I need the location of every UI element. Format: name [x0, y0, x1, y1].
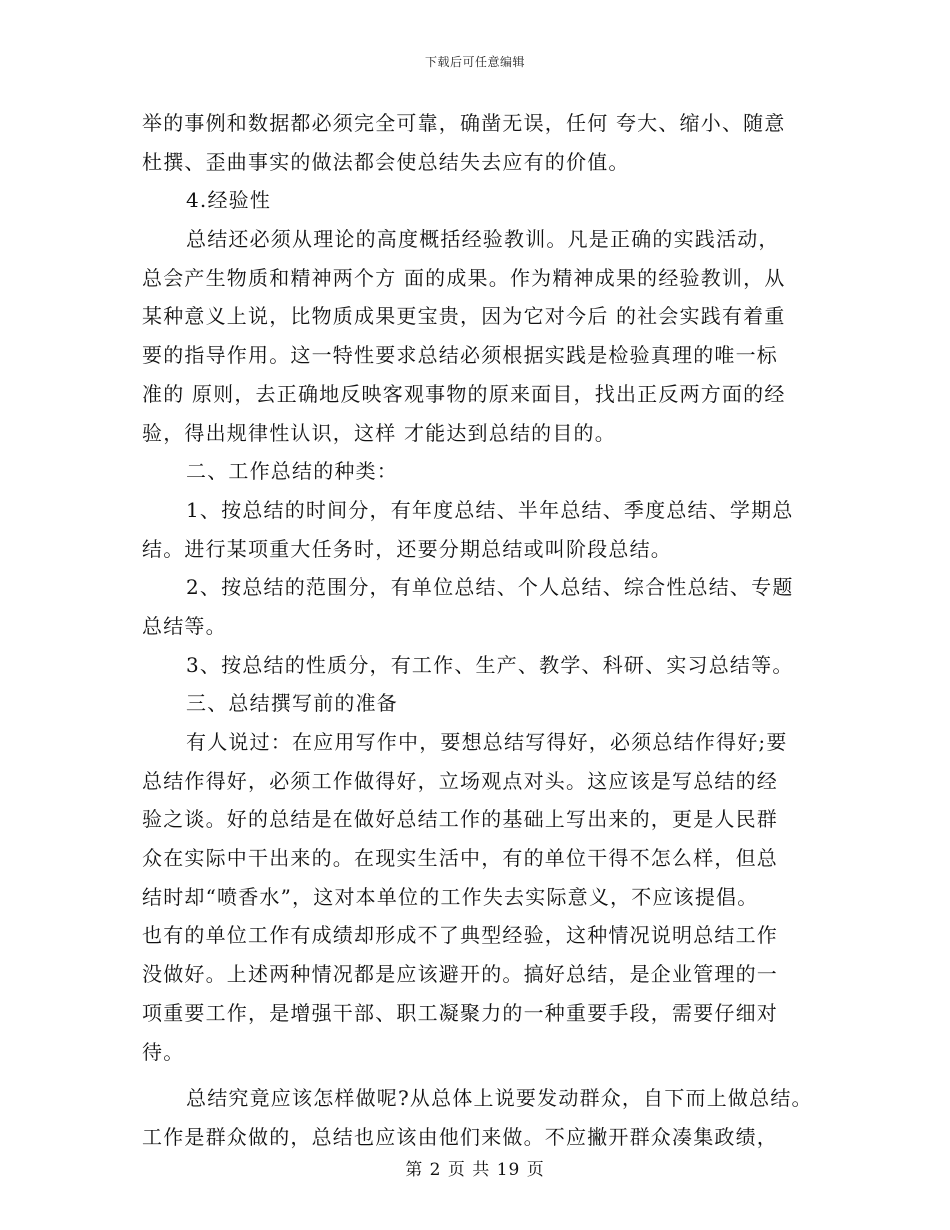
section-heading: 三、总结撰写前的准备 — [186, 691, 398, 716]
text-line: 众在实际中干出来的。在现实生活中，有的单位干得不怎么样，但总 — [142, 846, 778, 871]
text-line: 1、按总结的时间分，有年度总结、半年总结、季度总结、学期总 — [186, 497, 794, 522]
text-line: 举的事例和数据都必须完全可靠，确凿无误，任何 夸大、缩小、随意 — [142, 111, 786, 135]
document-body — [142, 104, 814, 1157]
text-line: 没做好。上述两种情况都是应该避开的。搞好总结，是企业管理的一 — [142, 962, 778, 987]
text-line: 总结作得好，必须工作做得好，立场观点对头。这应该是写总结的经 — [142, 768, 778, 793]
text-line: 某种意义上说，比物质成果更宝贵，因为它对今后 的社会实践有着重 — [142, 304, 786, 329]
text-line: 验，得出规律性认识，这样 才能达到总结的目的。 — [142, 420, 616, 445]
section-heading: 二、工作总结的种类： — [186, 459, 398, 484]
text-line: 总结还必须从理论的高度概括经验教训。凡是正确的实践活动， — [186, 227, 780, 252]
text-line: 要的指导作用。这一特性要求总结必须根据实践是检验真理的唯一标 — [142, 343, 778, 368]
section-heading: 4.经验性 — [186, 188, 272, 213]
text-line: 工作是群众做的，总结也应该由他们来做。不应撇开群众凑集政绩， — [142, 1124, 778, 1149]
text-line: 杜撰、歪曲事实的做法都会使总结失去应有的价值。 — [142, 149, 630, 174]
text-line: 待。 — [142, 1039, 185, 1064]
text-line: 总会产生物质和精神两个方 面的成果。作为精神成果的经验教训，从 — [142, 265, 786, 290]
text-line: 2、按总结的范围分，有单位总结、个人总结、综合性总结、专题 — [186, 575, 794, 600]
text-line: 验之谈。好的总结是在做好总结工作的基础上写出来的，更是人民群 — [142, 807, 778, 832]
text-line: 准的 原则，去正确地反映客观事物的原来面目，找出正反两方面的经 — [142, 381, 786, 406]
text-line: 3、按总结的性质分，有工作、生产、教学、科研、实习总结等。 — [186, 652, 794, 677]
text-line: 结。进行某项重大任务时，还要分期总结或叫阶段总结。 — [142, 536, 672, 561]
paragraph-gap — [142, 1071, 814, 1079]
text-line: 项重要工作，是增强干部、职工凝聚力的一种重要手段，需要仔细对 — [142, 1000, 778, 1025]
page-footer: 第 2 页 共 19 页 — [405, 1160, 545, 1180]
text-line: 也有的单位工作有成绩却形成不了典型经验，这种情况说明总结工作 — [142, 923, 778, 948]
text-line: 总结等。 — [142, 613, 227, 638]
text-line: 结时却“喷香水”，这对本单位的工作失去实际意义，不应该提倡。 — [142, 884, 759, 909]
text-line: 有人说过：在应用写作中，要想总结写得好，必须总结作得好;要 — [186, 730, 788, 754]
page-header: 下载后可任意编辑 — [424, 55, 525, 69]
text-line: 总结究竟应该怎样做呢?从总体上说要发动群众，自下而上做总结。 — [186, 1086, 813, 1111]
